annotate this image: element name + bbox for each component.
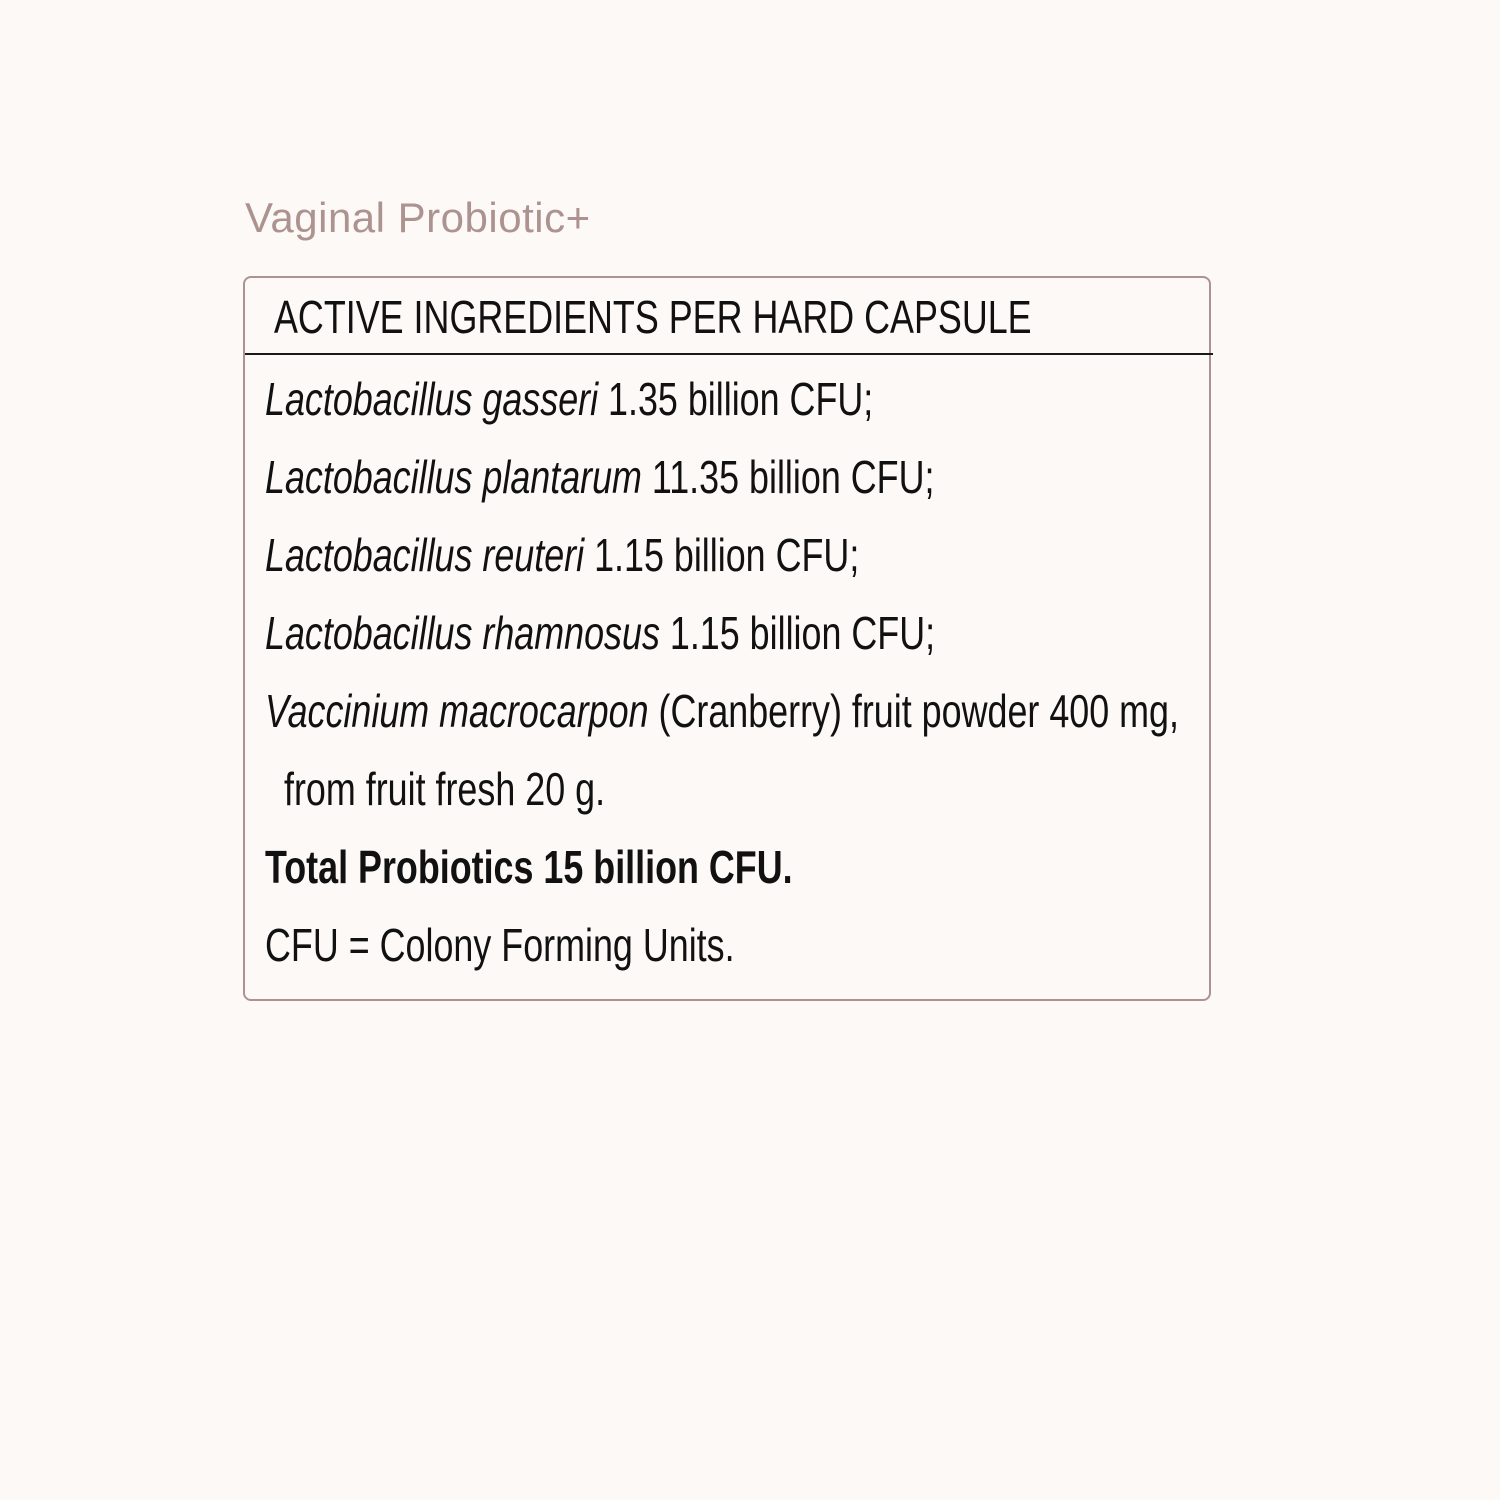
- ingredient-amount: 1.15 billion CFU;: [659, 607, 936, 659]
- ingredient-amount: 1.35 billion CFU;: [598, 373, 874, 425]
- ingredient-line: [265, 606, 935, 660]
- ingredient-line: [265, 450, 934, 504]
- ingredient-continuation: from fruit fresh 20 g.: [284, 763, 606, 815]
- ingredient-amount: (Cranberry) fruit powder 400 mg,: [648, 685, 1179, 737]
- ingredient-species: Lactobacillus gasseri: [265, 373, 599, 425]
- ingredient-species: Lactobacillus rhamnosus: [265, 607, 660, 659]
- product-title: Vaginal Probiotic+: [245, 194, 591, 241]
- ingredient-line: [265, 372, 873, 426]
- cfu-footnote: CFU = Colony Forming Units.: [265, 919, 735, 971]
- ingredient-line: [265, 684, 1179, 738]
- ingredients-box: [243, 276, 1211, 1001]
- ingredient-species: Vaccinium macrocarpon: [265, 685, 649, 737]
- ingredient-species: Lactobacillus plantarum: [265, 451, 642, 503]
- ingredient-amount: 11.35 billion CFU;: [641, 451, 935, 503]
- ingredients-header-text: ACTIVE INGREDIENTS PER HARD CAPSULE: [274, 291, 1032, 343]
- total-probiotics: Total Probiotics 15 billion CFU.: [265, 841, 793, 893]
- ingredient-line: [265, 528, 859, 582]
- ingredients-header: [245, 278, 1213, 355]
- ingredient-species: Lactobacillus reuteri: [265, 529, 585, 581]
- ingredient-amount: 1.15 billion CFU;: [584, 529, 860, 581]
